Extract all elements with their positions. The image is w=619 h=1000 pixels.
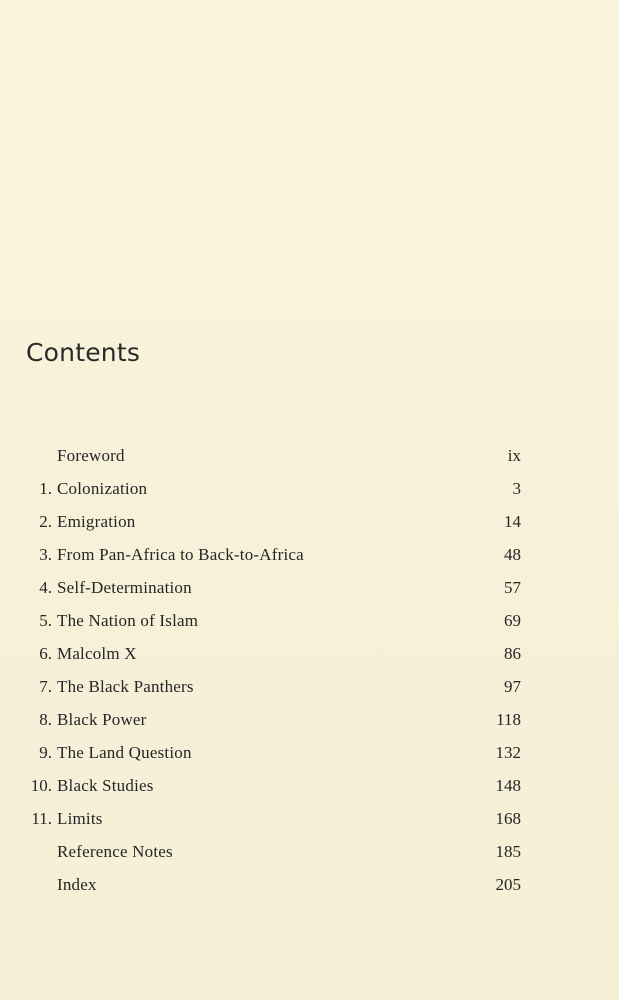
toc-entry-page: 86: [504, 644, 521, 663]
toc-entry-title: Reference Notes: [57, 842, 173, 861]
toc-entry-chapter-5: [0, 607, 619, 640]
toc-entry-title: Colonization: [57, 479, 148, 498]
toc-entry-title: The Nation of Islam: [57, 611, 199, 630]
toc-entry-chapter-4: [0, 574, 619, 607]
table-of-contents: [0, 442, 619, 904]
toc-entry-page: 3: [512, 479, 521, 498]
toc-entry-page: ix: [507, 446, 521, 465]
toc-entry-number: 9.: [39, 743, 52, 762]
toc-entry-page: 118: [496, 710, 521, 729]
toc-entry-chapter-9: [0, 739, 619, 772]
toc-entry-page: 185: [495, 842, 521, 861]
toc-entry-title: From Pan-Africa to Back-to-Africa: [57, 545, 304, 564]
toc-entry-chapter-8: [0, 706, 619, 739]
toc-entry-title: Foreword: [57, 446, 125, 465]
toc-entry-page: 148: [495, 776, 521, 795]
toc-entry-index: [0, 871, 619, 904]
toc-entry-title: Self-Determination: [57, 578, 192, 597]
toc-entry-chapter-7: [0, 673, 619, 706]
toc-entry-page: 168: [495, 809, 521, 828]
toc-entry-title: Black Power: [57, 710, 147, 729]
contents-heading: Contents: [26, 338, 141, 367]
toc-entry-chapter-1: [0, 475, 619, 508]
toc-entry-foreword: [0, 442, 619, 475]
toc-entry-reference-notes: [0, 838, 619, 871]
toc-entry-number: 1.: [39, 479, 52, 498]
toc-entry-title: Limits: [57, 809, 103, 828]
toc-entry-page: 69: [504, 611, 521, 630]
toc-entry-title: Emigration: [57, 512, 136, 531]
toc-entry-title: Black Studies: [57, 776, 154, 795]
toc-entry-number: 5.: [39, 611, 52, 630]
toc-entry-title: The Black Panthers: [57, 677, 194, 696]
toc-entry-chapter-10: [0, 772, 619, 805]
toc-entry-page: 205: [495, 875, 521, 894]
toc-entry-chapter-3: [0, 541, 619, 574]
toc-entry-number: 8.: [39, 710, 52, 729]
toc-entry-chapter-6: [0, 640, 619, 673]
toc-entry-page: 132: [495, 743, 521, 762]
toc-entry-number: 7.: [39, 677, 52, 696]
toc-entry-page: 97: [504, 677, 521, 696]
toc-entry-number: 10.: [30, 776, 52, 795]
toc-entry-title: Malcolm X: [57, 644, 137, 663]
toc-entry-number: 3.: [39, 545, 52, 564]
toc-entry-chapter-2: [0, 508, 619, 541]
toc-entry-number: 6.: [39, 644, 52, 663]
toc-entry-title: The Land Question: [57, 743, 192, 762]
toc-entry-number: 11.: [31, 809, 52, 828]
toc-entry-page: 14: [504, 512, 521, 531]
toc-entry-chapter-11: [0, 805, 619, 838]
toc-entry-page: 57: [504, 578, 521, 597]
toc-entry-page: 48: [504, 545, 521, 564]
toc-entry-number: 4.: [39, 578, 52, 597]
toc-entry-title: Index: [57, 875, 97, 894]
toc-entry-number: 2.: [39, 512, 52, 531]
